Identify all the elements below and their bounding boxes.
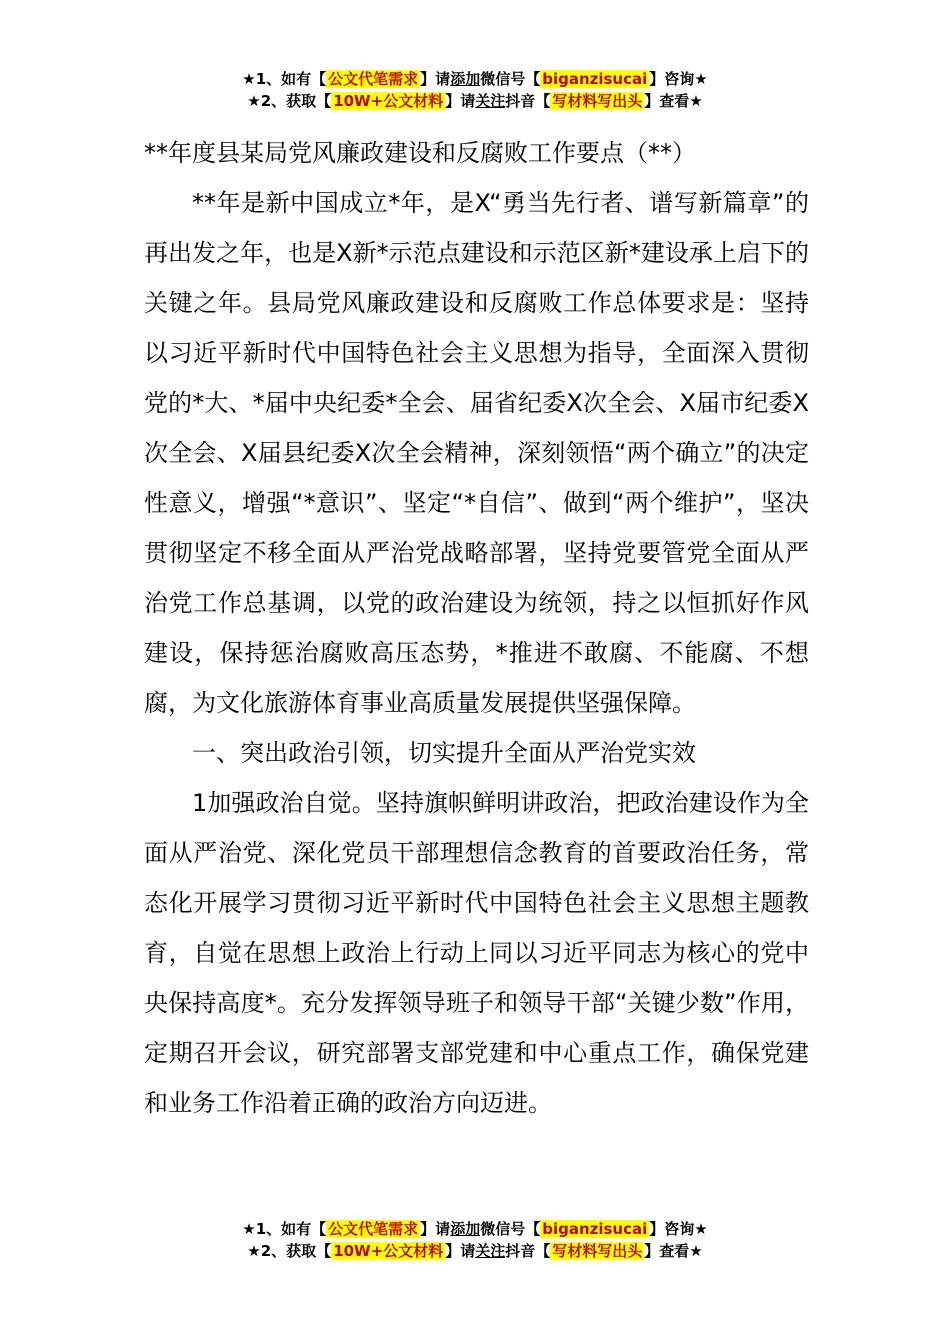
intro-paragraph: **年是新中国成立*年，是X“勇当先行者、谱写新篇章”的再出发之年，也是X新*示范点建设和示范区新*建设承上启下的关键之年。县局党风廉政建设和反腐败工作总体要求是：坚持以习近平新时代中国特色社会主义思想为指导，全面深入贯彻党的*大、*届中央纪委*全会、届省纪委X次全会、X届市纪委X次全会、X届县纪委X次全会精神，深刻领悟“两个确立”的决定性意义，增强“*意识”、坚定“*自信”、做到“两个维护”，坚决贯彻坚定不移全面从严治党战略部署，坚持党要管党全面从严治党工作总基调，以党的政治建设为统领，持之以恒抓好作风建设，保持惩治腐败高压态势，*推进不敢腐、不能腐、不想腐，为文化旅游体育事业高质量发展提供坚强保障。	[144, 189, 809, 717]
item-paragraph: 1加强政治自觉。坚持旗帜鲜明讲政治，把政治建设作为全面从严治党、深化党员干部理想信念教育的首要政治任务，常态化开展学习贯彻习近平新时代中国特色社会主义思想主题教育，自觉在思想上政治上行动上同以习近平同志为核心的党中央保持高度*。充分发挥领导班子和领导干部“关键少数”作用，定期召开会议，研究部署支部党建和中心重点工作，确保党建和业务工作沿着正确的政治方向迈进。	[144, 789, 809, 1117]
banner-underline: 添加	[450, 70, 481, 88]
banner-underline: 添加	[450, 1220, 481, 1238]
banner-highlight: 写材料写出头	[552, 92, 643, 110]
banner-highlight: 公文代笔需求	[328, 70, 419, 88]
document-title: **年度县某局党风廉政建设和反腐败工作要点（**）	[144, 139, 696, 167]
banner-highlight: 10W+公文材料	[333, 1242, 444, 1260]
document-body	[144, 128, 809, 1128]
banner-text: 】咨询★	[649, 1220, 708, 1238]
footer-banner	[0, 1218, 950, 1262]
banner-text: 1、如有【	[255, 70, 327, 88]
banner-line-1	[0, 1218, 950, 1240]
section-heading: 一、突出政治引领，切实提升全面从严治党实效	[192, 739, 696, 767]
banner-line-2	[0, 90, 950, 112]
banner-text: 】查看★	[644, 92, 703, 110]
banner-text: 微信号【	[480, 70, 541, 88]
banner-text: 】查看★	[644, 1242, 703, 1260]
banner-text: 抖音【	[505, 1242, 551, 1260]
banner-underline: 关注	[475, 1242, 506, 1260]
star-icon: ★	[247, 92, 261, 110]
banner-text: 】咨询★	[649, 70, 708, 88]
star-icon: ★	[242, 1220, 256, 1238]
banner-text: 】请	[445, 92, 476, 110]
banner-highlight: biganzisucai	[542, 70, 648, 88]
banner-text: 抖音【	[505, 92, 551, 110]
banner-line-2	[0, 1240, 950, 1262]
banner-text: 】请	[420, 70, 451, 88]
banner-text: 微信号【	[480, 1220, 541, 1238]
banner-highlight: 10W+公文材料	[333, 92, 444, 110]
banner-text: 】请	[445, 1242, 476, 1260]
banner-highlight: biganzisucai	[542, 1220, 648, 1238]
star-icon: ★	[242, 70, 256, 88]
banner-highlight: 公文代笔需求	[328, 1220, 419, 1238]
banner-line-1	[0, 68, 950, 90]
header-banner	[0, 68, 950, 112]
banner-highlight: 写材料写出头	[552, 1242, 643, 1260]
banner-text: 1、如有【	[255, 1220, 327, 1238]
banner-text: 2、获取【	[260, 1242, 332, 1260]
star-icon: ★	[247, 1242, 261, 1260]
banner-underline: 关注	[475, 92, 506, 110]
banner-text: 】请	[420, 1220, 451, 1238]
banner-text: 2、获取【	[260, 92, 332, 110]
